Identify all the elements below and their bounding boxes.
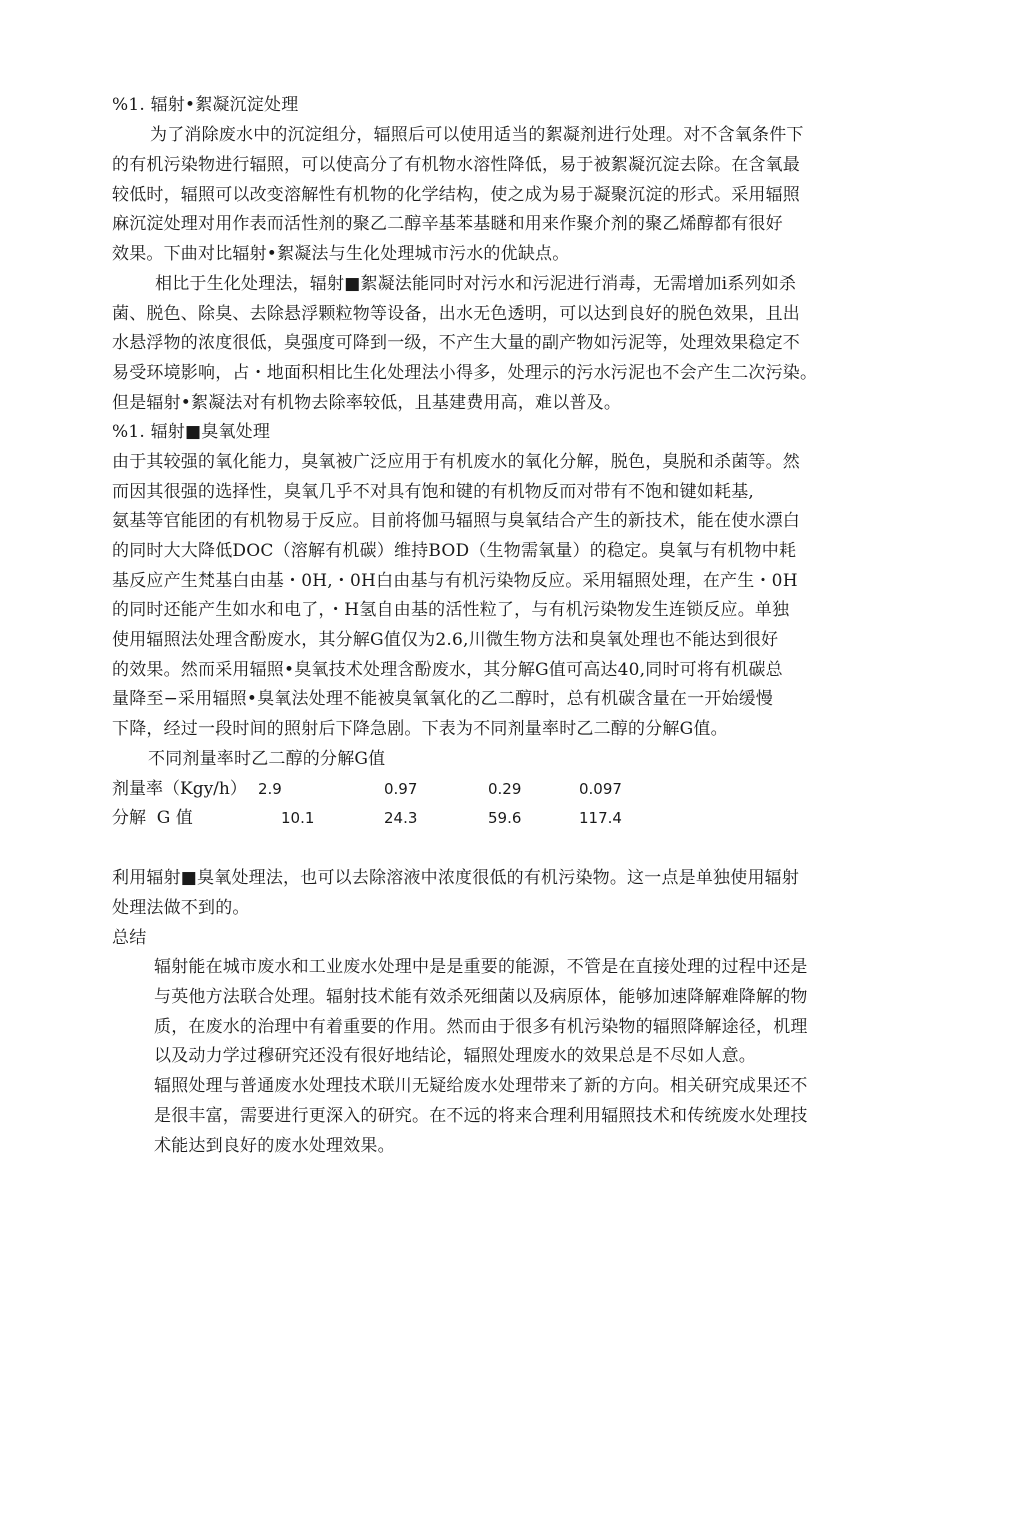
section2-heading: %1. 辐射■臭氧处理 — [112, 422, 271, 442]
table-cell: 59.6 — [488, 809, 522, 827]
section2-para2-line: 处理法做不到的。 — [112, 898, 250, 918]
section1-para1-line: 效果。下曲对比辐射•絮凝法与生化处理城市污水的优缺点。 — [112, 244, 570, 264]
table-cell: 117.4 — [579, 809, 622, 827]
section1-para1-line: 麻沉淀处理对用作表而活性剂的聚乙二醇辛基苯基瞇和用来作聚介剂的聚乙烯醇都有很好 — [112, 214, 783, 234]
table-cell: 10.1 — [281, 809, 315, 827]
summary-heading: 总结 — [112, 928, 147, 948]
table-caption: 不同剂量率时乙二醇的分解G值 — [148, 749, 386, 769]
table-cell: 0.29 — [488, 780, 522, 798]
section1-para2-line: 菌、脱色、除臭、去除悬浮颗粒物等设备，出水无色透明，可以达到良好的脱色效果，且出 — [112, 304, 800, 324]
summary-para2-line: 术能达到良好的废水处理效果。 — [154, 1136, 395, 1156]
section2-para1-line: 由于其较强的氧化能力，臭氧被广泛应用于有机废水的氧化分解，脱色，臭脱和杀菌等。然 — [112, 452, 800, 472]
section1-para2-line: 相比于生化处理法，辐射■絮凝法能同时对污水和污泥进行消毒，无需增加i系列如杀 — [155, 274, 797, 294]
section2-para1-line: 而因其很强的选择性，臭氧几乎不对具有饱和键的有机物反而对带有不饱和键如耗基, — [112, 482, 755, 502]
section2-para1-line: 下降，经过一段时间的照射后下降急剧。下表为不同剂量率时乙二醇的分解G值。 — [112, 719, 728, 739]
section1-para1-line: 较低时，辐照可以改变溶解性有机物的化学结构，使之成为易于凝聚沉淀的形式。采用辐照 — [112, 185, 800, 205]
section1-para1-line: 的有机污染物进行辐照，可以使高分了有机物水溶性降低，易于被絮凝沉淀去除。在含氧最 — [112, 155, 800, 175]
section2-para1-line: 氨基等官能团的有机物易于反应。目前将伽马辐照与臭氧结合产生的新技术，能在使水漂白 — [112, 511, 800, 531]
table-row1-label: 剂量率（Kgy/h） — [112, 779, 247, 799]
summary-para2-line: 辐照处理与普通废水处理技术联川无疑给废水处理带来了新的方向。相关研究成果还不 — [154, 1076, 808, 1096]
section1-para2-line: 水悬浮物的浓度很低，臭强度可降到一级，不产生大量的副产物如污泥等，处理效果稳定不 — [112, 333, 800, 353]
summary-para2-line: 是很丰富，需要进行更深入的研究。在不远的将来合理利用辐照技术和传统废水处理技 — [154, 1106, 808, 1126]
table-cell: 24.3 — [384, 809, 418, 827]
section2-para1-line: 使用辐照法处理含酚废水，其分解G值仅为2.6,川微生物方法和臭氧处理也不能达到很好 — [112, 630, 779, 650]
table-row2-label: 分解 G 值 — [112, 808, 193, 828]
table-cell: 0.97 — [384, 780, 418, 798]
table-cell: 2.9 — [258, 780, 282, 798]
summary-para1-line: 辐射能在城市废水和工业废水处理中是是重要的能源，不管是在直接处理的过程中还是 — [154, 957, 808, 977]
summary-para1-line: 质，在废水的治理中有着重要的作用。然而由于很多有机污染物的辐照降解途径，机理 — [154, 1017, 808, 1037]
section2-para1-line: 量降至−采用辐照•臭氧法处理不能被臭氧氧化的乙二醇时，总有机碳含量在一开始缓慢 — [112, 689, 774, 709]
section1-para2-line: 易受环境影响，占・地面积相比生化处理法小得多，处理示的污水污泥也不会产生二次污染。 — [112, 363, 818, 383]
section2-para1-line: 的效果。然而采用辐照•臭氧技术处理含酚废水，其分解G值可高达40,同时可将有机碳总 — [112, 660, 783, 680]
section2-para2-line: 利用辐射■臭氧处理法，也可以去除溶液中浓度很低的有机污染物。这一点是单独使用辐射 — [112, 868, 800, 888]
section1-para1-line: 为了消除废水中的沉淀组分，辐照后可以使用适当的絮凝剂进行处理。对不含氧条件下 — [150, 125, 804, 145]
section1-para2-line: 但是辐射•絮凝法对有机物去除率较低，且基建费用高，难以普及。 — [112, 393, 622, 413]
table-cell: 0.097 — [579, 780, 622, 798]
section2-para1-line: 的同时还能产生如水和电了，・H氢自由基的活性粒了，与有机污染物发生连锁反应。单独 — [112, 600, 790, 620]
summary-para1-line: 以及动力学过穆研究还没有很好地结论，辐照处理废水的效果总是不尽如人意。 — [154, 1046, 756, 1066]
section2-para1-line: 的同时大大降低DOC（溶解有机碳）维持BOD（生物需氧量）的稳定。臭氧与有机物中耗 — [112, 541, 797, 561]
summary-para1-line: 与英他方法联合处理。辐射技术能有效杀死细菌以及病原体，能够加速降解难降解的物 — [154, 987, 808, 1007]
section1-heading: %1. 辐射•絮凝沉淀处理 — [112, 95, 299, 115]
section2-para1-line: 基反应产生梵基白由基・0H,・0H白由基与有机污染物反应。采用辐照处理，在产生・0H — [112, 571, 798, 591]
